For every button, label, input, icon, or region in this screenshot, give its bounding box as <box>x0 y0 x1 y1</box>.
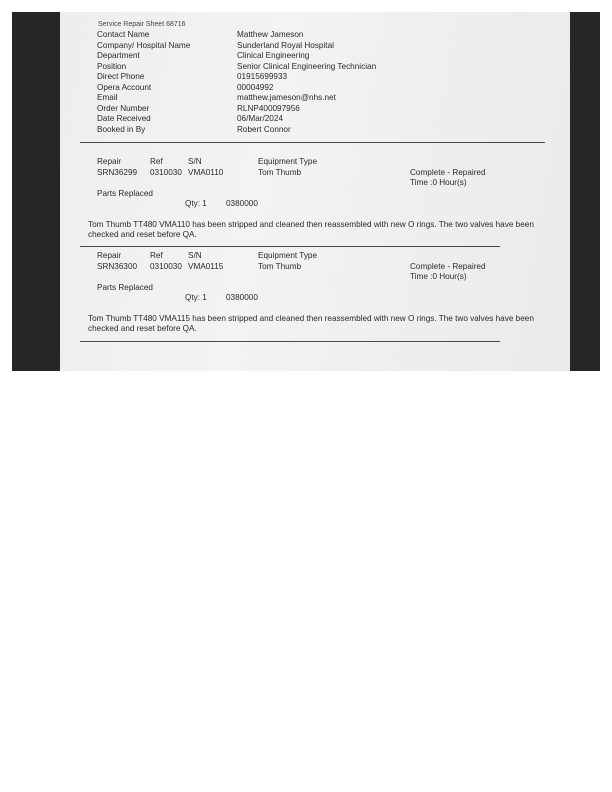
info-value: RLNP400097956 <box>237 103 300 113</box>
info-value: 00004992 <box>237 82 274 92</box>
sn-value: VMA0115 <box>188 261 224 271</box>
repair-header: Repair <box>97 251 122 260</box>
sn-value: VMA0110 <box>188 167 224 177</box>
sn-header: S/N <box>188 157 202 166</box>
info-label: Department <box>97 51 140 60</box>
info-row-company <box>97 41 537 52</box>
equipment-type-header: Equipment Type <box>258 251 318 260</box>
ref-header: Ref <box>150 157 163 166</box>
info-row-email <box>97 93 537 104</box>
info-value: 01915699933 <box>237 72 288 81</box>
equipment-type-header: Equipment Type <box>258 157 318 166</box>
sn-header: S/N <box>188 251 202 260</box>
info-value: Matthew Jameson <box>237 30 304 39</box>
info-row-department <box>97 51 537 62</box>
info-value: Senior Clinical Engineering Technician <box>237 61 377 71</box>
info-label: Company/ Hospital Name <box>97 40 191 50</box>
info-row-order-number <box>97 104 537 115</box>
info-row-booked-in-by <box>97 125 537 136</box>
info-row-date-received <box>97 114 537 125</box>
repair-header: Repair <box>97 157 122 166</box>
info-label: Position <box>97 61 127 71</box>
repair-time: Time :0 Hour(s) <box>410 272 467 281</box>
equipment-value: Tom Thumb <box>258 167 302 177</box>
ref-value: 0310030 <box>150 167 182 177</box>
sheet-title: Service Repair Sheet 68716 <box>98 21 186 28</box>
info-label: Contact Name <box>97 30 150 39</box>
info-value: Sunderland Royal Hospital <box>237 40 334 50</box>
info-row-direct-phone <box>97 72 537 83</box>
document-photo <box>12 12 600 371</box>
section-divider <box>80 142 545 143</box>
part-qty: Qty: 1 <box>185 293 207 302</box>
repair-status: Complete - Repaired <box>410 261 486 271</box>
ref-value: 0310030 <box>150 261 182 271</box>
repair-number: SRN36299 <box>97 167 138 177</box>
info-label: Order Number <box>97 103 150 113</box>
part-number: 0380000 <box>226 293 258 302</box>
section-divider <box>80 341 500 342</box>
part-qty: Qty: 1 <box>185 199 207 208</box>
info-label: Opera Account <box>97 82 152 92</box>
repair-time: Time :0 Hour(s) <box>410 178 467 187</box>
info-label: Date Received <box>97 114 151 123</box>
section-divider <box>80 246 500 247</box>
info-value: Clinical Engineering <box>237 51 310 60</box>
repair-status: Complete - Repaired <box>410 167 486 177</box>
repair-description: Tom Thumb TT480 VMA115 has been stripped and cleaned then reassembled with new O rings. The two valves have been checked and reset before QA. <box>88 314 534 333</box>
part-number: 0380000 <box>226 199 258 208</box>
ref-header: Ref <box>150 251 163 260</box>
info-row-position <box>97 62 537 73</box>
info-row-contact-name <box>97 30 537 41</box>
info-value: 06/Mar/2024 <box>237 114 283 123</box>
info-value: Robert Connor <box>237 124 291 134</box>
repair-number: SRN36300 <box>97 261 138 271</box>
equipment-value: Tom Thumb <box>258 261 302 271</box>
repair-description: Tom Thumb TT480 VMA110 has been stripped and cleaned then reassembled with new O rings. The two valves have been checked and reset before QA. <box>88 220 534 239</box>
info-row-opera-account <box>97 83 537 94</box>
parts-replaced-label: Parts Replaced <box>97 283 153 292</box>
info-label: Direct Phone <box>97 72 145 81</box>
info-label: Email <box>97 93 118 102</box>
parts-replaced-label: Parts Replaced <box>97 189 153 198</box>
repair-sheet-paper <box>60 12 570 371</box>
info-value: matthew.jameson@nhs.net <box>237 93 336 102</box>
info-label: Booked in By <box>97 124 146 134</box>
